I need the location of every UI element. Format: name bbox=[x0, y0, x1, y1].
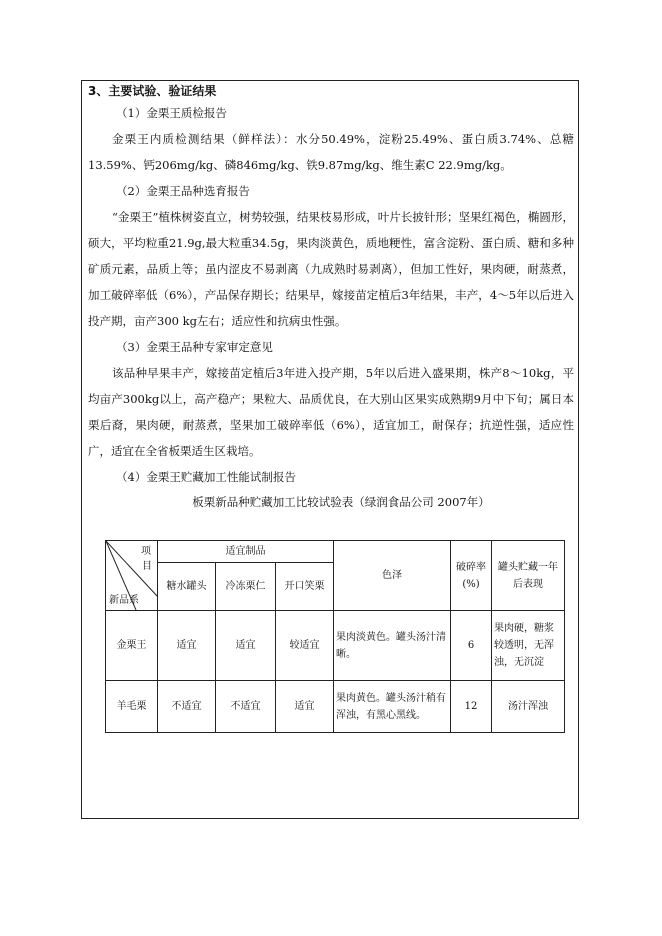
col-break-header: 破碎率(%) bbox=[451, 541, 492, 611]
part1-text: 金栗王内质检测结果（鲜样法）：水分50.49%，淀粉25.49%、蛋白质3.74%、总糖13.59%、钙206mg/kg、磷846mg/kg、铁9.87mg/kg、维生素C 22.9mg/kg。 bbox=[88, 132, 574, 172]
report-content bbox=[88, 82, 574, 514]
table-row bbox=[106, 611, 565, 681]
table-row bbox=[106, 681, 565, 733]
table-caption: 板栗新品种贮藏加工比较试验表（绿润食品公司 2007年） bbox=[192, 495, 490, 509]
row-syrup: 不适宜 bbox=[158, 681, 216, 733]
comparison-table bbox=[105, 540, 565, 733]
col-color-header: 色泽 bbox=[334, 541, 451, 611]
row-storage: 汤汁浑浊 bbox=[492, 681, 565, 733]
section-heading: 3、主要试验、验证结果 bbox=[88, 84, 217, 98]
row-break: 12 bbox=[451, 681, 492, 733]
corner-row-label: 新品系 bbox=[109, 595, 139, 606]
table-header-row bbox=[106, 541, 565, 563]
row-name: 金栗王 bbox=[106, 611, 158, 681]
part3-text: 该品种早果丰产，嫁接苗定植后3年进入投产期，5年以后进入盛果期，株产8～10kg，平均亩产300kg以上，高产稳产；果粒大、品质优良，在大别山区果实成熟期9月中下旬；属日本栗后裔，果肉硬，耐蒸煮，坚果加工破碎率低（6%），适宜加工，耐保存；抗逆性强，适应性广，适宜在全省板栗适生区栽培。 bbox=[88, 366, 574, 458]
sub-header-open: 开口笑栗 bbox=[276, 563, 334, 611]
row-frozen: 适宜 bbox=[216, 611, 276, 681]
row-name: 羊毛栗 bbox=[106, 681, 158, 733]
row-color: 果肉淡黄色。罐头汤汁清晰。 bbox=[334, 611, 451, 681]
corner-cell bbox=[106, 541, 158, 611]
part2-title: （2）金栗王品种选育报告 bbox=[116, 184, 250, 198]
row-open: 较适宜 bbox=[276, 611, 334, 681]
row-storage: 果肉硬，糖浆较透明，无浑浊，无沉淀 bbox=[492, 611, 565, 681]
row-frozen: 不适宜 bbox=[216, 681, 276, 733]
corner-item-1: 项 bbox=[141, 546, 151, 557]
part2-text: “金栗王”植株树姿直立，树势较强，结果枝易形成，叶片长披针形；坚果红褐色，椭圆形，硕大，平均粒重21.9g,最大粒重34.5g，果肉淡黄色，质地粳性，富含淀粉、蛋白质、糖和多种矿质元素，品质上等；虽内涩皮不易剥离（九成熟时易剥离），但加工性好，果肉硬，耐蒸煮，加工破碎率低（6%），产品保存期长；结果早，嫁接苗定植后3年结果，丰产，4～5年以后进入投产期，亩产300 kg左右；适应性和抗病虫性强。 bbox=[88, 210, 574, 328]
part1-title: （1）金栗王质检报告 bbox=[116, 106, 227, 120]
col-storage-header: 罐头贮藏一年后表现 bbox=[492, 541, 565, 611]
row-syrup: 适宜 bbox=[158, 611, 216, 681]
sub-header-frozen: 冷冻栗仁 bbox=[216, 563, 276, 611]
sub-header-syrup: 糖水罐头 bbox=[158, 563, 216, 611]
row-open: 适宜 bbox=[276, 681, 334, 733]
corner-item-2: 目 bbox=[142, 561, 152, 572]
part3-title: （3）金栗王品种专家审定意见 bbox=[116, 340, 273, 354]
group-header: 适宜制品 bbox=[158, 541, 334, 563]
part4-title: （4）金栗王贮藏加工性能试制报告 bbox=[116, 470, 296, 484]
row-break: 6 bbox=[451, 611, 492, 681]
row-color: 果肉黄色。罐头汤汁稍有浑浊，有黑心黑线。 bbox=[334, 681, 451, 733]
